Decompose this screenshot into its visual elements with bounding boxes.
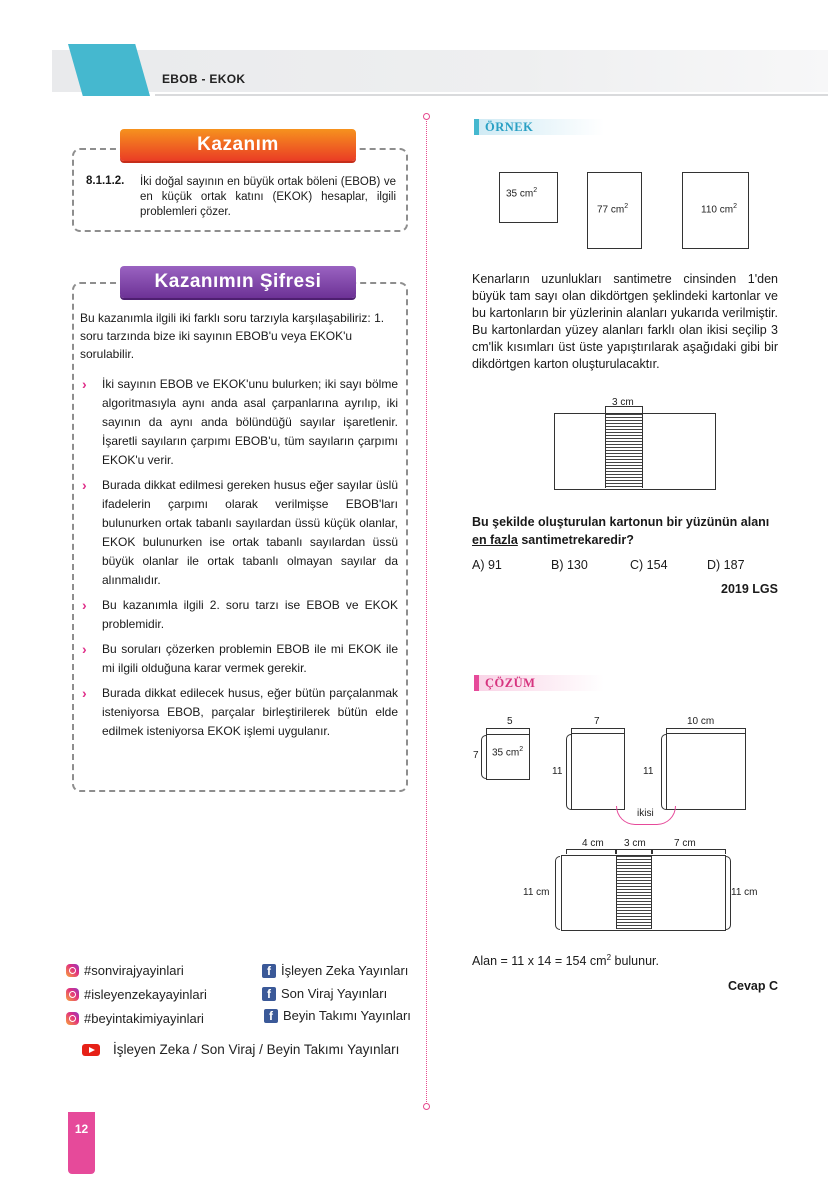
kazanim-code: 8.1.1.2.	[86, 175, 125, 187]
header-underline	[155, 94, 828, 96]
big-height-label: 11	[643, 766, 654, 777]
facebook-icon: f	[262, 964, 276, 978]
sifre-bullet: › Burada dikkat edilecek husus, eğer bütün parçalanmak isteniyorsa EBOB, parçalar birleştirilerek bütün elde edilmek isteniyorsa EKOK işlemi uygulanır.	[82, 685, 398, 738]
option-a[interactable]: A) 91	[472, 558, 502, 572]
sifre-bullet-list	[80, 375, 398, 747]
answer-label: Cevap C	[727, 979, 778, 993]
sifre-bullet: › Bu kazanımla ilgili 2. soru tarzı ise EBOB ve EKOK problemidir.	[82, 597, 398, 631]
combo-overlap-hatch	[616, 856, 652, 929]
instagram-icon	[66, 964, 79, 977]
question-source: 2019 LGS	[721, 582, 778, 596]
instagram-icon	[66, 1012, 79, 1025]
facebook-link-beyintakimi[interactable]: f Beyin Takımı Yayınları	[264, 1008, 411, 1023]
question-text: Bu şekilde oluşturulan kartonun bir yüzünün alanı en fazla santimetrekaredir?	[472, 515, 770, 547]
sifre-bullet: › İki sayının EBOB ve EKOK'unu bulurken; iki sayı bölme algoritmasıyla aynı anda asal çarpanlarına ayrılıp, iki sayının da aynı anda bölündüğü sayılar işaretlenir. İşaretli sayıların çarpımı EBOB'u, tüm sayıların çarpımı EKOK'u verir.	[82, 376, 398, 467]
kazanim-banner: Kazanım	[120, 129, 356, 161]
sifre-bullet: › Burada dikkat edilmesi gereken husus eğer sayılar üslü ifadelerin çarpımı olarak verilmişse EBOB'ları bulunurken ortak tabanlı sayılardan üssü küçük olanlar, EKOK bulunurken ise ortak tabanlı sayılardan üssü büyük olanlar ile ortak tabanlı olmayan sayılar da alınmalıdır.	[82, 477, 398, 587]
overlap-hatch	[605, 414, 643, 488]
chevron-right-icon: ›	[82, 477, 87, 493]
solution-card-110	[666, 733, 746, 810]
sifre-bullet: › Bu soruları çözerken problemin EBOB ile mi EKOK ile mi ilgili olduğuna karar vermek gerekir.	[82, 641, 398, 675]
instagram-link-sonviraj[interactable]: #sonvirajyayinlari	[66, 963, 184, 978]
ornek-paragraph: Kenarların uzunlukları santimetre cinsinden 1'den büyük tam sayı olan dikdörtgen şeklindeki kartonlar ve bu kartonların bir yüzlerinin alanları yukarıda verilmiştir. Bu kartonlardan yüzey alanları farklı olan ikisi seçilip 3 cm'lik kısımları üst üste yapıştırılarak aşağıdaki gibi bir dikdörtgen karton oluşturulacaktır.	[472, 272, 778, 371]
mid-width-label: 7	[594, 716, 600, 727]
big-width-label: 10 cm	[687, 716, 715, 727]
instagram-link-isleyenzeka[interactable]: #isleyenzekayayinlari	[66, 987, 207, 1002]
option-c[interactable]: C) 154	[630, 558, 668, 572]
ornek-label: ÖRNEK	[485, 120, 534, 134]
kazanim-text: İki doğal sayının en büyük ortak böleni (EBOB) ve en küçük ortak katını (EKOK) hesaplar, ilgili problemleri çözer.	[140, 176, 396, 218]
facebook-link-sonviraj[interactable]: f Son Viraj Yayınları	[262, 986, 387, 1001]
page-header-title: EBOB - EKOK	[162, 72, 246, 86]
combo-left-height: 11 cm	[523, 887, 550, 898]
overlap-label: 3 cm	[612, 397, 634, 408]
solution-card-77	[571, 733, 625, 810]
option-b[interactable]: B) 130	[551, 558, 588, 572]
combo-right-height: 11 cm	[731, 887, 758, 898]
ornek-tag-bar	[474, 119, 479, 135]
card-77: 77 $cm^2$	[587, 172, 642, 249]
combo-left-width: 4 cm	[582, 838, 604, 849]
chevron-right-icon: ›	[82, 641, 87, 657]
divider-bottom-dot	[423, 1103, 430, 1110]
cozum-tag-bar	[474, 675, 479, 691]
facebook-link-isleyenzeka[interactable]: f İşleyen Zeka Yayınları	[262, 963, 408, 978]
facebook-icon: f	[262, 987, 276, 1001]
combo-right-width: 7 cm	[674, 838, 696, 849]
column-divider	[426, 118, 427, 1106]
youtube-link[interactable]: İşleyen Zeka / Son Viraj / Beyin Takımı Yayınları	[82, 1042, 399, 1057]
ikisi-label: ikisi	[637, 808, 654, 819]
combo-mid-bracket	[616, 849, 652, 854]
combo-left-bracket	[566, 849, 616, 854]
combo-overlap-width: 3 cm	[624, 838, 646, 849]
sifre-intro: Bu kazanımla ilgili iki farklı soru tarzıyla karşılaşabiliriz: 1. soru tarzında bize iki sayının EBOB'u veya EKOK'u sorulabilir.	[80, 311, 385, 361]
card-110: 110 $cm^2$	[682, 172, 749, 249]
small-width-label: 5	[507, 716, 513, 727]
chevron-right-icon: ›	[82, 597, 87, 613]
solution-card-35: 35 $cm^2$	[486, 734, 530, 780]
option-d[interactable]: D) 187	[707, 558, 745, 572]
small-height-label: 7	[473, 750, 479, 761]
chevron-right-icon: ›	[82, 685, 87, 701]
cozum-label: ÇÖZÜM	[485, 676, 536, 690]
area-result: Alan = 11 x 14 = 154 $cm^2$ bulunur.	[472, 953, 659, 969]
facebook-icon: f	[264, 1009, 278, 1023]
sifre-banner: Kazanımın Şifresi	[120, 266, 356, 298]
chevron-right-icon: ›	[82, 376, 87, 392]
combo-left-side-bracket	[555, 856, 560, 930]
mid-height-label: 11	[552, 766, 563, 777]
instagram-link-beyintakimi[interactable]: #beyintakimiyayinlari	[66, 1011, 204, 1026]
youtube-icon	[82, 1044, 100, 1056]
divider-top-dot	[423, 113, 430, 120]
card-35: 35 $cm^2$	[499, 172, 558, 223]
instagram-icon	[66, 988, 79, 1001]
overlap-bracket	[605, 406, 643, 413]
combo-right-bracket	[652, 849, 726, 854]
page-number: 12	[74, 1122, 89, 1136]
